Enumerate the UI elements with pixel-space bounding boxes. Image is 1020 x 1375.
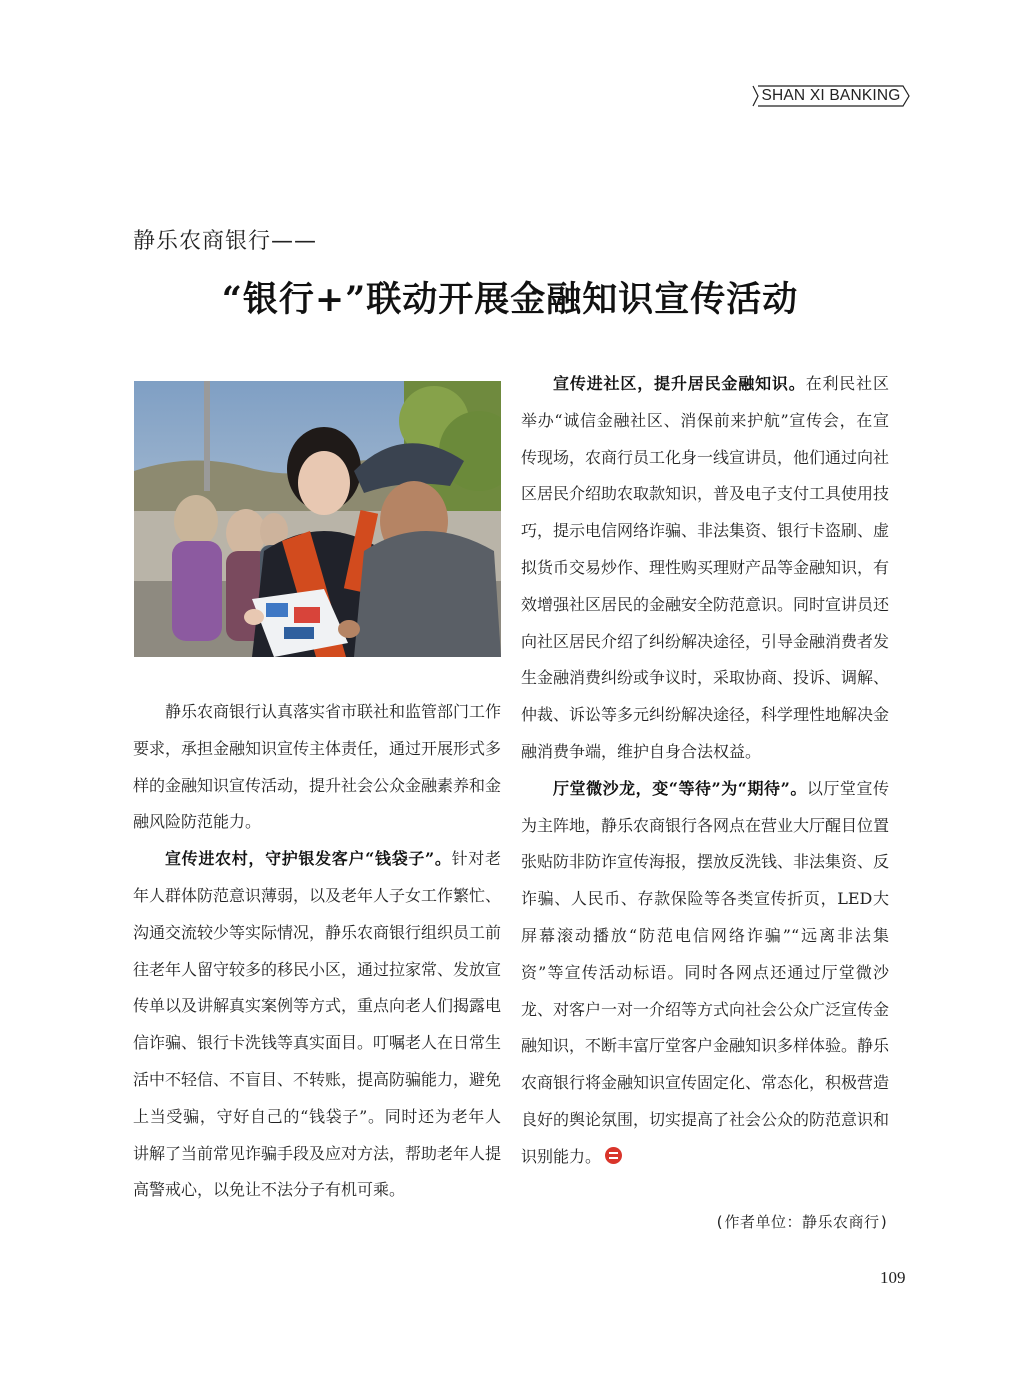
magazine-section-tag [752,84,910,108]
page-number: 109 [880,1268,906,1287]
section-salon-lead: 厅堂微沙龙，变“等待”为“期待”。 [553,778,807,798]
section-tag-text: SHAN XI BANKING [761,87,901,104]
section-rural-lead: 宣传进农村，守护银发客户“钱袋子”。 [165,849,452,869]
article-photo [134,381,501,657]
section-rural-body: 针对老年人群体防范意识薄弱，以及老年人子女工作繁忙、沟通交流较少等实际情况，静乐农商银行组织员工前往老年人留守较多的移民小区，通过拉家常、发放宣传单以及讲解真实案例等方式，重点向老人们揭露电信诈骗、银行卡洗钱等真实面目。叮嘱老人在日常生活中不轻信、不盲目、不转账，提高防骗能力，避免上当受骗，守好自己的“钱袋子”。同时还为老年人讲解了当前常见诈骗手段及应对方法，帮助老年人提高警戒心，以免让不法分子有机可乘。 [133,849,502,1200]
photo-illustration [134,381,501,657]
section-salon-paragraph [521,771,889,1176]
section-community-body: 在利民社区举办“诚信金融社区、消保前来护航”宣传会，在宣传现场，农商行员工化身一线宣讲员，他们通过向社区居民介绍助农取款知识，普及电子支付工具使用技巧，提示电信网络诈骗、非法集资、银行卡盗刷、虚拟货币交易炒作、理性购买理财产品等金融知识，有效增强社区居民的金融安全防范意识。同时宣讲员还向社区居民介绍了纠纷解决途径，引导金融消费者发生金融消费纠纷或争议时，采取协商、投诉、调解、仲裁、诉讼等多元纠纷解决途径，科学理性地解决金融消费争端，维护自身合法权益。 [521,374,890,761]
section-community-lead: 宣传进社区，提升居民金融知识。 [553,374,806,393]
left-column [133,694,501,1209]
right-column [521,366,889,1176]
article-title: “银行+”联动开展金融知识宣传活动 [221,279,799,320]
author-affiliation: (作者单位：静乐农商行) [714,1213,889,1231]
intro-paragraph: 静乐农商银行认真落实省市联社和监管部门工作要求，承担金融知识宣传主体责任，通过开展形式多样的金融知识宣传活动，提升社会公众金融素养和金融风险防范能力。 [133,702,502,832]
section-community-paragraph [521,366,889,771]
section-rural-paragraph [133,841,501,1209]
article-kicker: 静乐农商银行—— [133,229,318,254]
section-salon-body: 以厅堂宣传为主阵地，静乐农商银行各网点在营业大厅醒目位置张贴防非防诈宣传海报，摆放反洗钱、非法集资、反诈骗、人民币、存款保险等各类宣传折页，LED大屏幕滚动播放“防范电信网络诈骗”“远离非法集资”等宣传活动标语。同时各网点还通过厅堂微沙龙、对客户一对一介绍等方式向社会公众广泛宣传金融知识，不断丰富厅堂客户金融知识多样体验。静乐农商银行将金融知识宣传固定化、常态化，积极营造良好的舆论氛围，切实提高了社会公众的防范意识和识别能力。 [521,778,890,1166]
end-mark-icon [605,1147,622,1164]
